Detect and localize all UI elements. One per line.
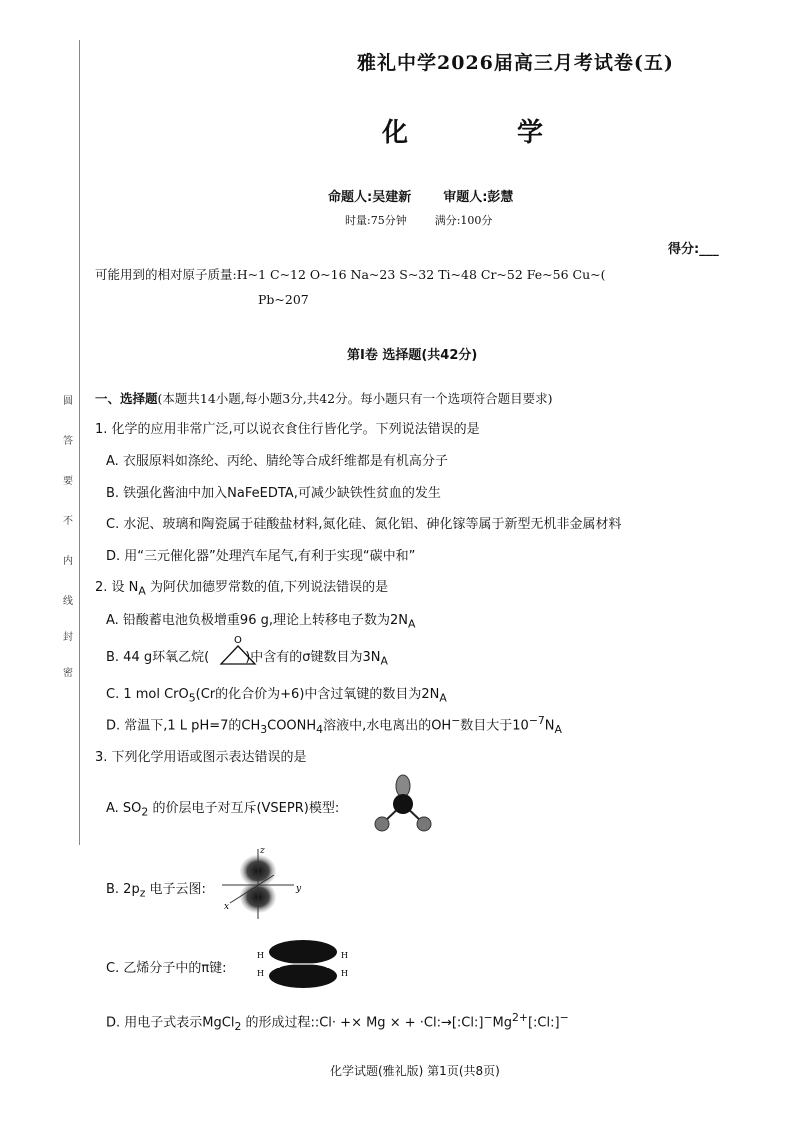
x-axis-label: x	[224, 902, 230, 912]
binding-margin-line	[79, 40, 80, 845]
z-axis-label: z	[260, 846, 265, 856]
q3d-text: D. 用电子式表示MgCl	[106, 1015, 235, 1031]
reaction-arrow: →	[440, 1015, 452, 1031]
q3d-chloride: [:Cl:]	[451, 1015, 484, 1031]
q2d-sub: 3	[260, 722, 268, 736]
2pz-electron-cloud	[214, 845, 306, 925]
q3a-sub: 2	[141, 805, 149, 819]
q2-stem-text-2: 为阿伏加德罗常数的值,下列说法错误的是	[145, 580, 389, 595]
side-margin-char: 封	[63, 632, 73, 643]
q2c-text: C. 1 mol CrO	[106, 687, 189, 702]
hydrogen-label: H	[257, 951, 264, 960]
q2c-sub: 5	[188, 691, 196, 705]
question-setter: 命题人:吴建新	[328, 190, 412, 205]
q2d-sup: −	[451, 714, 461, 727]
y-axis-label: y	[296, 884, 302, 894]
question-1-option-a: A. 衣服原料如涤纶、丙纶、腈纶等合成纤维都是有机高分子	[106, 454, 448, 469]
side-margin-char: 内	[63, 556, 73, 567]
q2d-text: D. 常温下,1 L pH=7的CH	[106, 718, 261, 734]
authors-line	[328, 186, 545, 205]
side-margin-char: 要	[63, 476, 73, 487]
q2-stem-text: 2. 设 N	[95, 580, 139, 595]
section-instruction	[95, 389, 552, 407]
q2b-sub: A	[380, 654, 388, 668]
q3d-charge: −	[483, 1011, 493, 1024]
q2a-text: A. 铅酸蓄电池负极增重96 g,理论上转移电子数为2N	[106, 613, 408, 628]
question-3-option-c: C. 乙烯分子中的π键:	[106, 961, 227, 976]
subject-title: 化 学	[382, 118, 594, 148]
q2b-text: B. 44 g环氧乙烷(	[106, 650, 210, 665]
q2d-text-3: 溶液中,水电离出的OH	[323, 718, 452, 734]
q3a-text: A. SO	[106, 801, 142, 816]
score-field: 得分:___	[668, 242, 719, 257]
carbon-1-label: C	[275, 961, 282, 970]
question-3-stem: 3. 下列化学用语或图示表达错误的是	[95, 750, 307, 765]
hydrogen-label: H	[341, 969, 348, 978]
q3a-text-2: 的价层电子对互斥(VSEPR)模型:	[148, 801, 340, 816]
timing-line	[345, 212, 520, 228]
question-2-option-a	[106, 609, 415, 631]
page-footer: 化学试题(雅礼版) 第1页(共8页)	[330, 1064, 500, 1078]
section-title: 第Ⅰ卷 选择题(共42分)	[347, 348, 478, 363]
side-margin-char: 答	[63, 436, 73, 447]
side-margin-char: 圆	[63, 396, 73, 407]
q2c-text-2: (Cr的化合价为+6)中含过氧键的数目为2N	[195, 687, 440, 702]
question-2-stem	[95, 576, 388, 598]
hydrogen-label: H	[341, 951, 348, 960]
question-3-option-b	[106, 878, 206, 900]
question-reviewer: 审题人:彭慧	[443, 190, 514, 205]
exam-title: 雅礼中学2026届高三月考试卷(五)	[357, 52, 674, 74]
q2d-text-5: N	[544, 718, 555, 734]
so2-vsepr-model	[370, 772, 440, 838]
epoxide-oxygen-label: O	[234, 635, 242, 646]
q2a-sub: A	[407, 617, 416, 631]
q2b-text-2: )中含有的σ键数目为3N	[245, 650, 381, 665]
question-1-stem: 1. 化学的应用非常广泛,可以说衣食住行皆化学。下列说法错误的是	[95, 422, 480, 437]
carbon-2-label: C	[325, 961, 332, 970]
q3b-text-2: 电子云图:	[145, 882, 206, 897]
side-margin-char: 不	[63, 516, 73, 527]
q3b-text: B. 2p	[106, 882, 140, 897]
q3d-charge-3: −	[559, 1011, 569, 1024]
ethylene-oxide-structure	[218, 632, 258, 668]
atomic-masses-line-2: Pb~207	[258, 292, 309, 307]
instruction-heading: 一、选择题	[95, 391, 158, 406]
question-1-option-c: C. 水泥、玻璃和陶瓷属于硅酸盐材料,氮化硅、氮化铝、砷化镓等属于新型无机非金属材料	[106, 517, 622, 532]
q2d-sub-2: 4	[316, 722, 324, 736]
q3d-text-2: 的形成过程:	[241, 1015, 315, 1031]
q3d-magnesium: Mg	[492, 1015, 512, 1031]
side-margin-char: 线	[63, 596, 73, 607]
q2-stem-sub: A	[138, 584, 146, 598]
atomic-masses-line-1: 可能用到的相对原子质量:H~1 C~12 O~16 Na~23 S~32 Ti~48 Cr~52 Fe~56 Cu~(	[95, 267, 606, 282]
side-margin-char: 密	[63, 668, 73, 679]
question-3-option-d	[106, 1011, 569, 1033]
q3d-reactants: :Cl· +× Mg × + ·Cl:	[314, 1015, 441, 1031]
question-1-option-d: D. 用“三元催化器”处理汽车尾气,有利于实现“碳中和”	[106, 549, 416, 564]
question-2-option-d	[106, 714, 562, 736]
ethylene-pi-bond	[255, 938, 355, 990]
q2c-sub-2: A	[439, 691, 447, 705]
full-score: 满分:100分	[434, 214, 493, 227]
hydrogen-label: H	[257, 969, 264, 978]
q3d-charge-2: 2+	[512, 1011, 528, 1024]
q3b-sub: z	[139, 886, 146, 900]
q2d-text-2: COONH	[267, 718, 317, 734]
exam-duration: 时量:75分钟	[345, 214, 407, 227]
question-2-option-c	[106, 683, 447, 705]
q3d-chloride-2: [:Cl:]	[527, 1015, 560, 1031]
q3d-sub: 2	[234, 1019, 242, 1033]
q2d-sup-2: −7	[528, 714, 545, 727]
instruction-text: (本题共14小题,每小题3分,共42分。每小题只有一个选项符合题目要求)	[157, 391, 553, 406]
question-3-option-a	[106, 797, 339, 819]
q2d-text-4: 数目大于10	[460, 718, 529, 734]
question-1-option-b: B. 铁强化酱油中加入NaFeEDTA,可减少缺铁性贫血的发生	[106, 486, 441, 501]
q2d-sub-3: A	[554, 722, 562, 736]
